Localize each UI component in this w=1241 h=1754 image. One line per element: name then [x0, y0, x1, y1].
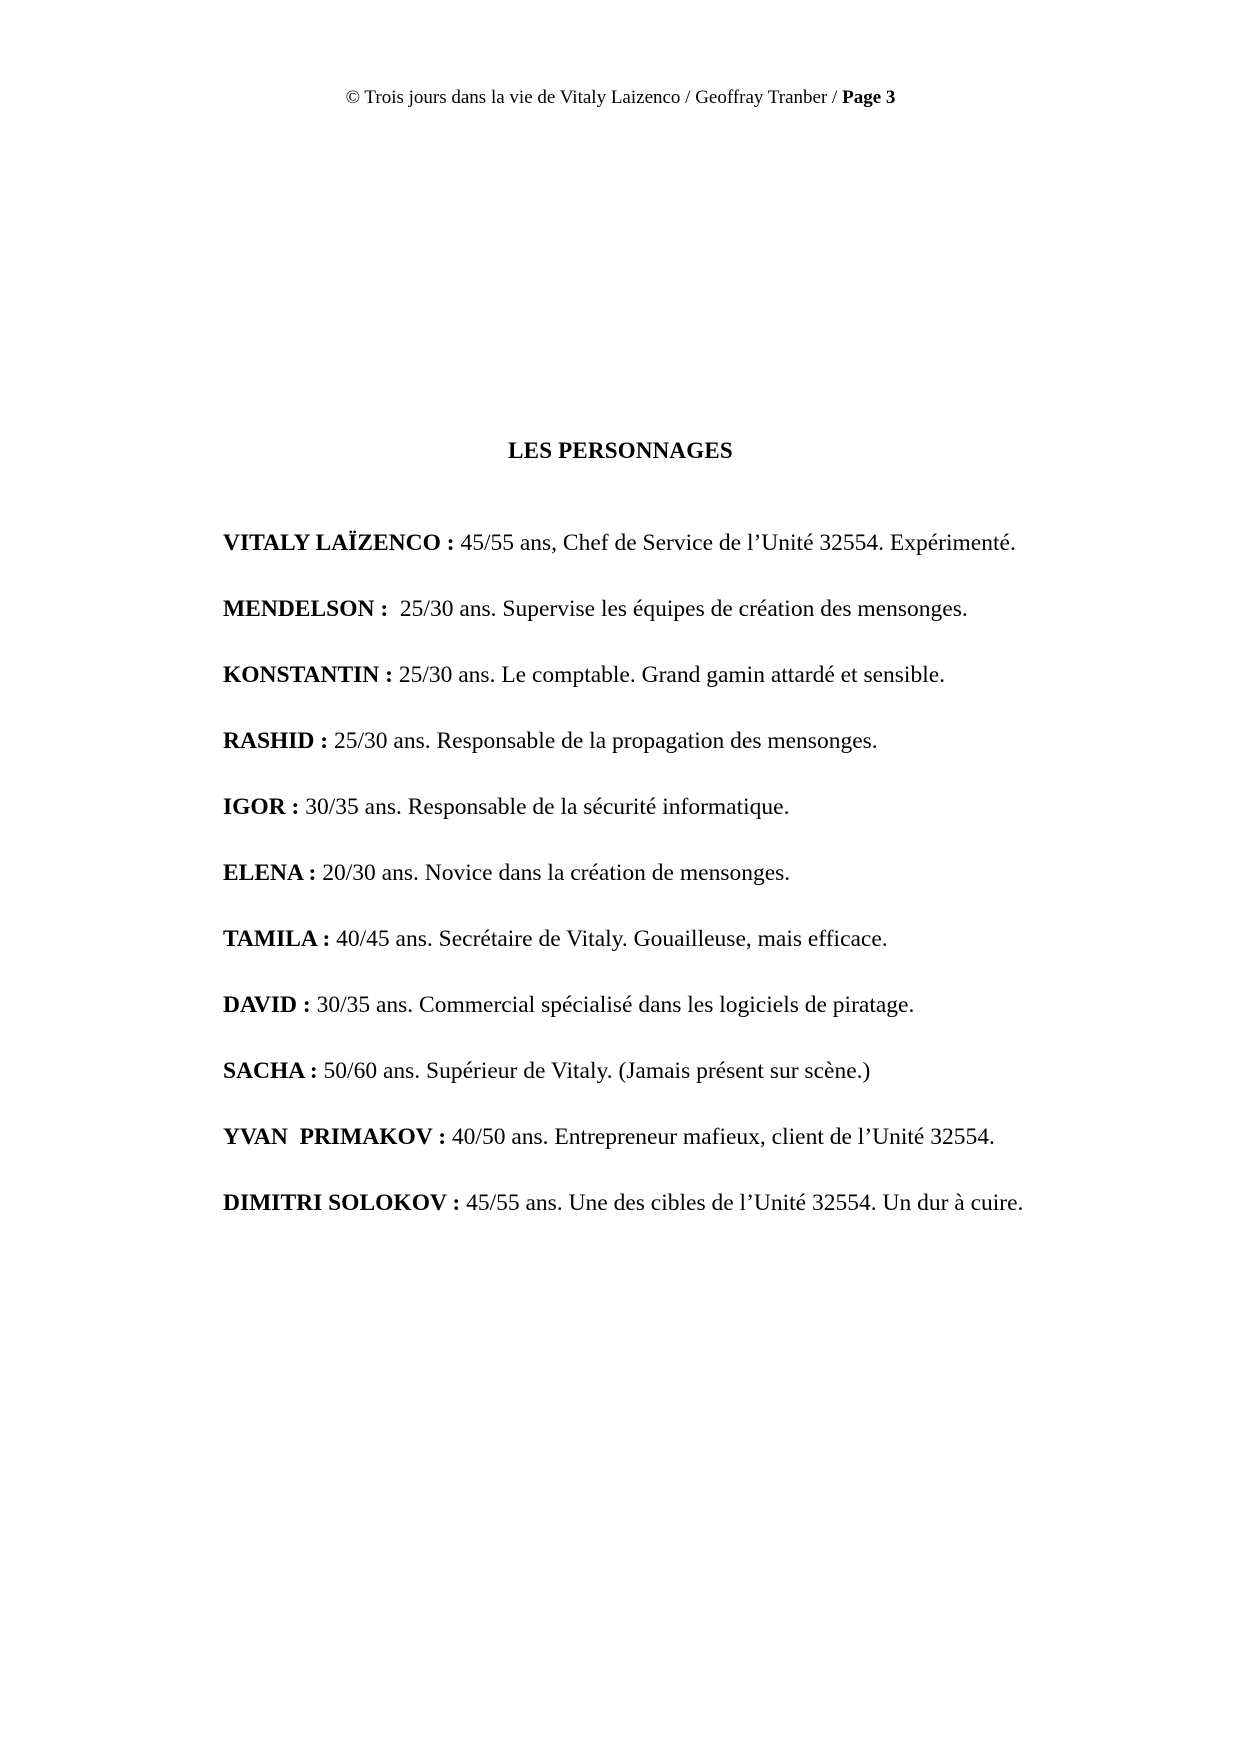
character-description: 45/55 ans, Chef de Service de l’Unité 32554. Expérimenté.: [454, 530, 1016, 556]
character-description: 25/30 ans. Responsable de la propagation des mensonges.: [328, 728, 878, 754]
character-entry: [223, 990, 1183, 1056]
character-description: 20/30 ans. Novice dans la création de mensonges.: [316, 860, 791, 886]
character-entry: [223, 528, 1183, 594]
character-description: 45/55 ans. Une des cibles de l’Unité 32554. Un dur à cuire.: [460, 1190, 1024, 1216]
character-name: DAVID :: [223, 992, 311, 1018]
character-description: 40/45 ans. Secrétaire de Vitaly. Gouailleuse, mais efficace.: [330, 926, 888, 952]
section-title: LES PERSONNAGES: [508, 438, 733, 463]
header-text: © Trois jours dans la vie de Vitaly Laizenco / Geoffray Tranber /: [345, 87, 843, 108]
character-entry: [223, 1122, 1183, 1188]
character-name: KONSTANTIN :: [223, 662, 393, 688]
character-name: TAMILA :: [223, 926, 331, 952]
character-description: 25/30 ans. Supervise les équipes de création des mensonges.: [388, 596, 968, 622]
character-description: 30/35 ans. Responsable de la sécurité informatique.: [299, 794, 790, 820]
character-description: 25/30 ans. Le comptable. Grand gamin attardé et sensible.: [392, 662, 946, 688]
character-entry: [223, 858, 1183, 924]
character-entry: [223, 1056, 1183, 1122]
character-description: 40/50 ans. Entrepreneur mafieux, client de l’Unité 32554.: [446, 1124, 995, 1150]
character-entry: [223, 924, 1183, 990]
character-entry: [223, 726, 1183, 792]
character-description: 30/35 ans. Commercial spécialisé dans les logiciels de piratage.: [310, 992, 915, 1018]
character-name: MENDELSON :: [223, 596, 389, 622]
character-description: 50/60 ans. Supérieur de Vitaly. (Jamais présent sur scène.): [317, 1058, 871, 1084]
character-list: [223, 528, 1183, 1254]
character-entry: [223, 660, 1183, 726]
character-name: YVAN PRIMAKOV :: [223, 1124, 447, 1150]
character-name: DIMITRI SOLOKOV :: [223, 1190, 461, 1216]
running-header: [0, 86, 1241, 110]
character-name: SACHA :: [223, 1058, 318, 1084]
character-name: IGOR :: [223, 794, 300, 820]
character-entry: [223, 792, 1183, 858]
character-entry: [223, 1188, 1183, 1254]
character-name: ELENA :: [223, 860, 317, 886]
character-name: RASHID :: [223, 728, 329, 754]
character-entry: [223, 594, 1183, 660]
page-number: Page 3: [842, 87, 896, 108]
character-name: VITALY LAÏZENCO :: [223, 530, 455, 556]
